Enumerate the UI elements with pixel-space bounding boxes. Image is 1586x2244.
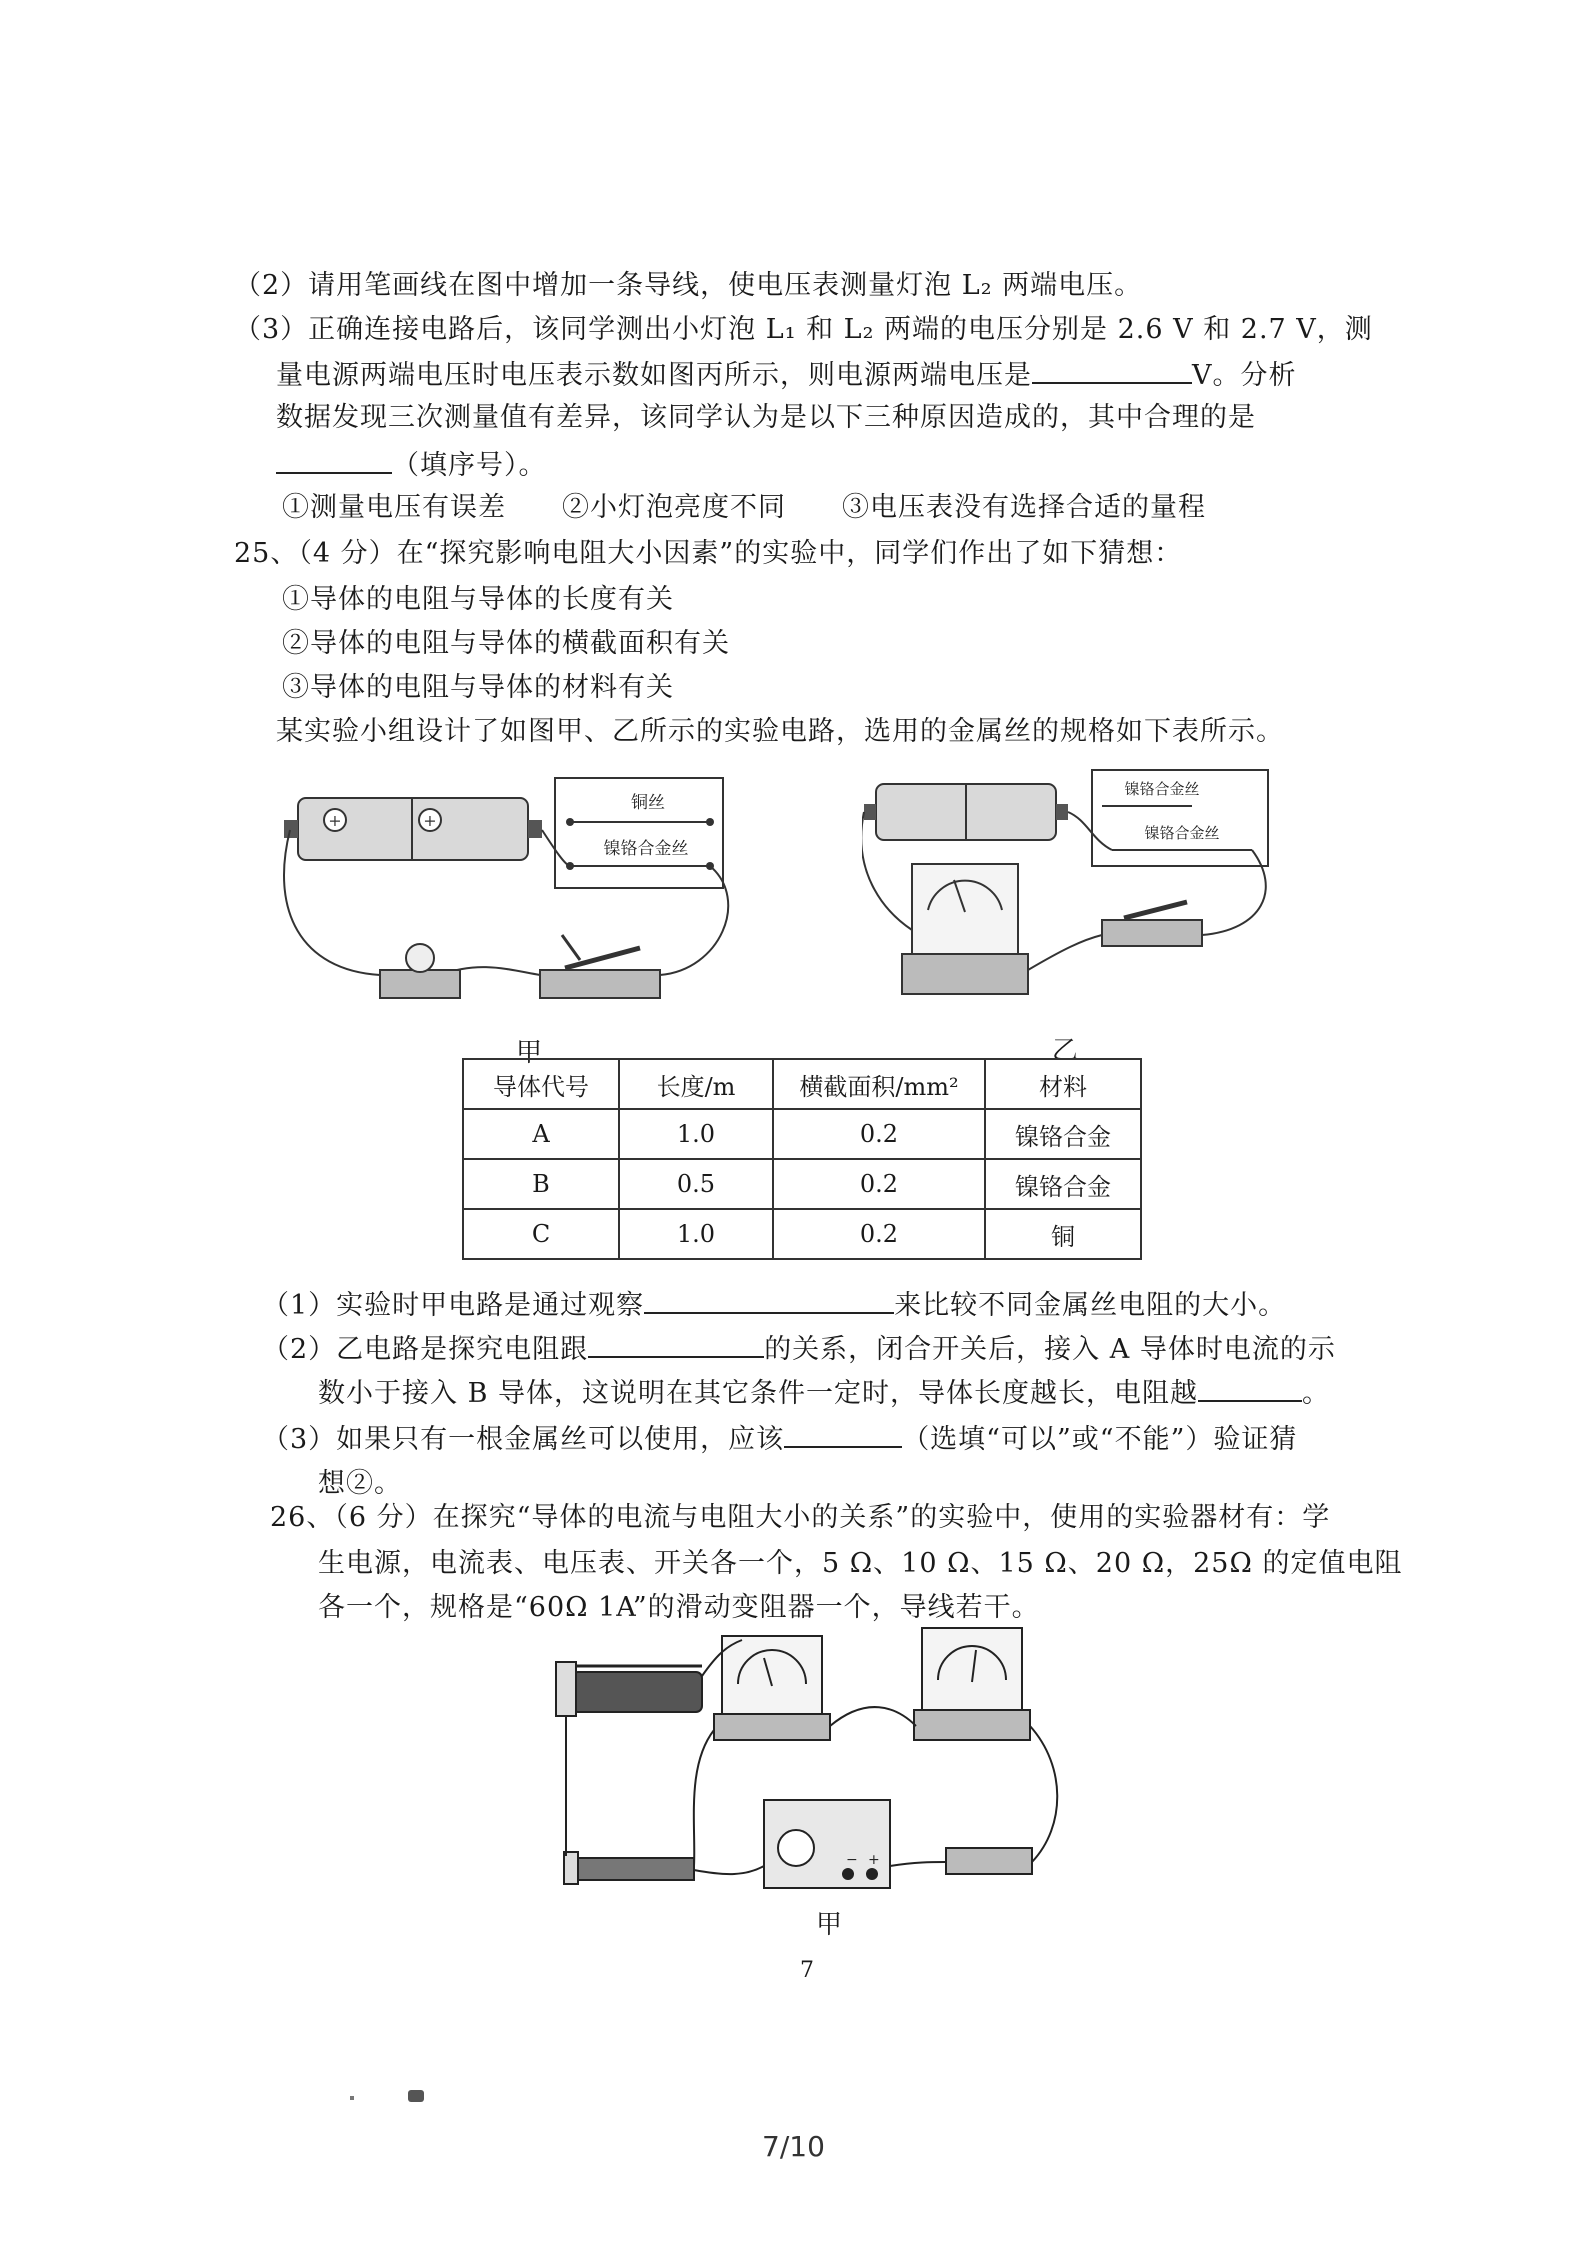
q25-guess-1: ①导体的电阻与导体的长度有关 (282, 584, 674, 615)
answer-blank-voltage[interactable] (1032, 356, 1192, 384)
q24-part3-line1: （3）正确连接电路后，该同学测出小灯泡 L₁ 和 L₂ 两端的电压分别是 2.6 V 和 2.7 V，测 (234, 314, 1373, 345)
figure-label-yi: 乙 (1052, 1036, 1079, 1066)
table-row (463, 1159, 1141, 1209)
table-header-cell: 横截面积/mm² (773, 1059, 985, 1109)
scan-speck (350, 2096, 354, 2100)
switch-icon (1102, 902, 1202, 946)
table-cell: 0.2 (773, 1209, 985, 1259)
svg-text:+: + (423, 811, 437, 830)
q25-guess-3: ③导体的电阻与导体的材料有关 (282, 672, 674, 703)
q25-sub2 (262, 1330, 1336, 1368)
q25-sub2-line2-text: 数小于接入 B 导体，这说明在其它条件一定时，导体长度越长，电阻越 (318, 1378, 1199, 1409)
q25-sub3 (262, 1420, 1297, 1458)
q25-guess-2: ②导体的电阻与导体的横截面积有关 (282, 628, 730, 659)
q25-design: 某实验小组设计了如图甲、乙所示的实验电路，选用的金属丝的规格如下表所示。 (276, 716, 1284, 747)
answer-blank-can-or-cannot[interactable] (784, 1420, 902, 1448)
q25-sub1 (262, 1286, 1286, 1324)
ammeter-icon (714, 1636, 830, 1740)
q25-sub2-line2-tail: 。 (1302, 1378, 1331, 1409)
table-header-cell: 长度/m (619, 1059, 773, 1109)
ammeter-icon (902, 864, 1028, 994)
resistor-icon (946, 1848, 1032, 1874)
switch-icon (564, 1852, 694, 1884)
svg-text:+: + (328, 811, 342, 830)
answer-blank-observe[interactable] (644, 1286, 894, 1314)
q26-line2: 生电源，电流表、电压表、开关各一个，5 Ω、10 Ω、15 Ω、20 Ω，25Ω 的定值电阻 (318, 1548, 1403, 1579)
wire-label-2: 镍铬合金丝 (603, 839, 689, 859)
table-cell: 0.2 (773, 1159, 985, 1209)
page-footer: 7/10 (762, 2130, 825, 2163)
table-row (463, 1109, 1141, 1159)
table-cell: A (463, 1109, 619, 1159)
figure-label-jia: 甲 (516, 1038, 543, 1068)
table-cell: 1.0 (619, 1109, 773, 1159)
switch-icon (540, 935, 660, 998)
figure-label-q26: 甲 (816, 1910, 843, 1940)
table-cell: 铜 (985, 1209, 1141, 1259)
bulb-icon (380, 944, 460, 998)
circuit-figure-jia (280, 770, 740, 1020)
table-cell: 镍铬合金 (985, 1109, 1141, 1159)
q25-heading: 25、（4 分）在“探究影响电阻大小因素”的实验中，同学们作出了如下猜想： (234, 538, 1183, 569)
wire-spec-table (462, 1058, 1142, 1260)
q25-sub3-tail: （选填“可以”或“不能”）验证猜 (902, 1424, 1298, 1455)
power-supply-icon (764, 1800, 890, 1888)
svg-text:−: − (846, 1852, 858, 1868)
page-number: 7 (800, 1958, 814, 1983)
table-cell: 0.5 (619, 1159, 773, 1209)
table-header-row (463, 1059, 1141, 1109)
answer-blank-reason[interactable] (276, 446, 392, 474)
q25-sub3-text: （3）如果只有一根金属丝可以使用，应该 (262, 1424, 785, 1455)
answer-blank-relation[interactable] (588, 1330, 764, 1358)
q24-part3-line2-tail: V。分析 (1192, 360, 1297, 391)
table-cell: 镍铬合金 (985, 1159, 1141, 1209)
table-header-cell: 材料 (985, 1059, 1141, 1109)
table-cell: C (463, 1209, 619, 1259)
table-row (463, 1209, 1141, 1259)
q24-part3-line4 (276, 446, 547, 484)
q24-part3-line2-text: 量电源两端电压时电压表示数如图丙所示，则电源两端电压是 (276, 360, 1032, 391)
circuit-figure-q26 (546, 1626, 1076, 1916)
q25-sub2-tail: 的关系，闭合开关后，接入 A 导体时电流的示 (764, 1334, 1336, 1365)
answer-blank-resistance[interactable] (1198, 1374, 1302, 1402)
rheostat-icon (556, 1662, 702, 1716)
q24-part3-line4-text: （填序号）。 (392, 450, 547, 481)
q24-part3-line2 (276, 356, 1297, 394)
q24-part2: （2）请用笔画线在图中增加一条导线，使电压表测量灯泡 L₂ 两端电压。 (234, 270, 1143, 301)
q25-sub2-text: （2）乙电路是探究电阻跟 (262, 1334, 589, 1365)
wire-label-1: 铜丝 (631, 793, 665, 813)
voltmeter-icon (914, 1628, 1030, 1740)
q26-line1: 26、（6 分）在探究“导体的电流与电阻大小的关系”的实验中，使用的实验器材有：学 (270, 1502, 1331, 1533)
wire-board-icon (1092, 770, 1268, 866)
table-cell: B (463, 1159, 619, 1209)
wire-board-icon (555, 778, 723, 888)
q25-sub3-line2: 想②。 (318, 1468, 402, 1499)
q25-sub1-text: （1）实验时甲电路是通过观察 (262, 1290, 645, 1321)
battery-pack-icon (864, 784, 1068, 840)
wire-label-1: 镍铬合金丝 (1124, 780, 1200, 798)
q24-part3-line3: 数据发现三次测量值有差异，该同学认为是以下三种原因造成的，其中合理的是 (276, 402, 1256, 433)
q24-options: ①测量电压有误差 ②小灯泡亮度不同 ③电压表没有选择合适的量程 (282, 492, 1206, 523)
q26-line3: 各一个，规格是“60Ω 1A”的滑动变阻器一个，导线若干。 (318, 1592, 1040, 1623)
q25-sub1-tail: 来比较不同金属丝电阻的大小。 (894, 1290, 1287, 1321)
q25-sub2-line2 (318, 1374, 1330, 1412)
scan-speck (408, 2090, 424, 2102)
table-cell: 1.0 (619, 1209, 773, 1259)
circuit-figure-yi (862, 760, 1282, 1010)
table-header-cell: 导体代号 (463, 1059, 619, 1109)
battery-pack-icon (284, 798, 542, 860)
wire-label-2: 镍铬合金丝 (1144, 824, 1220, 842)
svg-text:+: + (868, 1852, 880, 1868)
table-cell: 0.2 (773, 1109, 985, 1159)
